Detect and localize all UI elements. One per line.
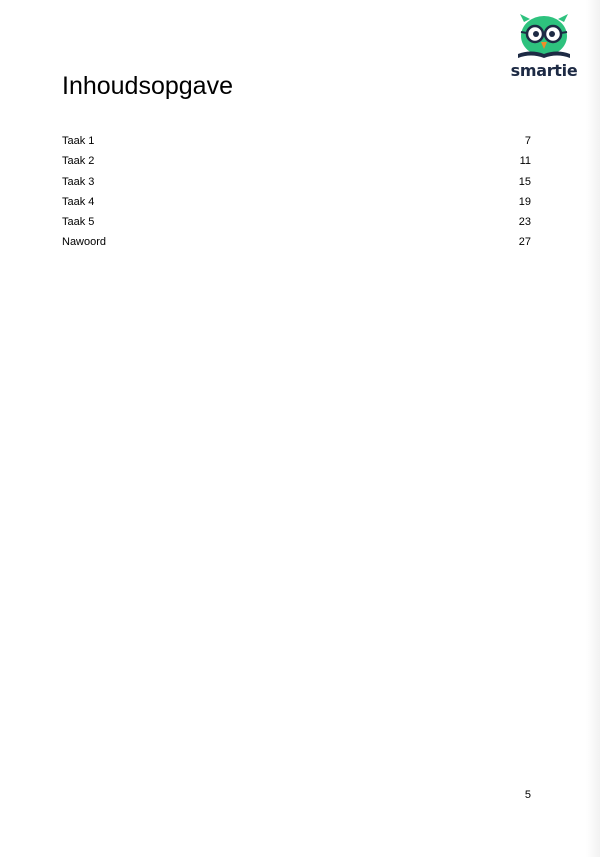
toc-entry-page: 7 (524, 135, 531, 147)
toc-entry[interactable] (62, 193, 531, 213)
toc-entry-label: Taak 5 (62, 216, 95, 229)
page-edge-shadow (586, 0, 600, 857)
toc-entry[interactable] (62, 132, 531, 152)
toc-entry[interactable] (62, 233, 531, 253)
toc-entry-label: Taak 1 (62, 135, 95, 147)
page-number: 5 (524, 789, 531, 801)
toc-entry[interactable] (62, 173, 531, 193)
page-title: Inhoudsopgave (62, 72, 233, 100)
smartie-logo (508, 12, 580, 84)
toc-entry-page: 23 (518, 216, 531, 229)
toc-entry[interactable] (62, 213, 531, 233)
table-of-contents (62, 132, 531, 254)
toc-entry-label: Nawoord (62, 236, 107, 249)
toc-entry-page: 27 (518, 236, 531, 249)
toc-entry-page: 11 (519, 155, 531, 168)
toc-entry-label: Taak 4 (62, 195, 95, 208)
owl-icon (508, 12, 580, 62)
toc-entry-label: Taak 3 (62, 175, 95, 188)
toc-entry-page: 15 (518, 175, 531, 188)
toc-entry-page: 19 (518, 195, 531, 208)
toc-entry-label: Taak 2 (62, 155, 95, 168)
toc-entry[interactable] (62, 152, 531, 172)
logo-text: smartie (510, 61, 578, 80)
